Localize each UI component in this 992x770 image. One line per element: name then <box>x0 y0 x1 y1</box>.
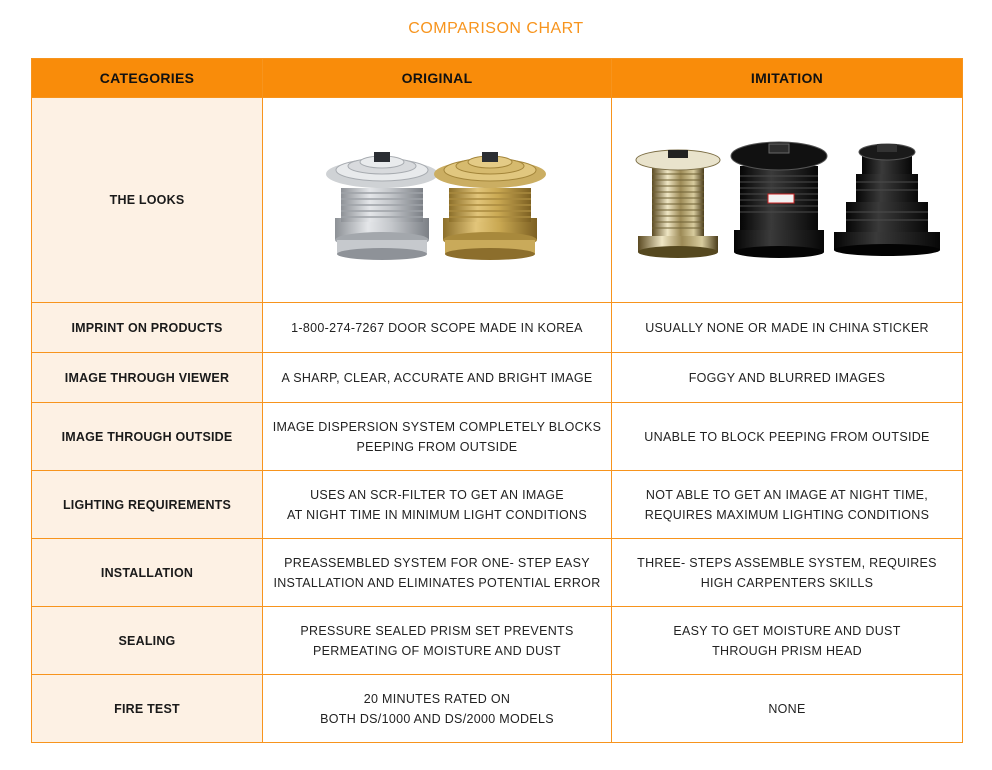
original-text-line: 1-800-274-7267 DOOR SCOPE MADE IN KOREA <box>291 320 583 335</box>
category-cell: THE LOOKS <box>32 98 263 303</box>
original-text-line: USES AN SCR-FILTER TO GET AN IMAGE <box>310 487 564 502</box>
table-row <box>32 675 963 743</box>
table-row <box>32 353 963 403</box>
imitation-cell <box>612 675 963 743</box>
table-row <box>32 403 963 471</box>
category-cell: SEALING <box>32 607 263 675</box>
original-text-line: PRESSURE SEALED PRISM SET PREVENTS <box>300 623 574 638</box>
original-cell <box>263 303 612 353</box>
imitation-text-line: EASY TO GET MOISTURE AND DUST <box>673 623 901 638</box>
imitation-cell <box>612 403 963 471</box>
original-cell <box>263 403 612 471</box>
category-cell: INSTALLATION <box>32 539 263 607</box>
imitation-text-line: HIGH CARPENTERS SKILLS <box>700 575 874 590</box>
header-categories: CATEGORIES <box>32 59 263 98</box>
imitation-text-line: THREE- STEPS ASSEMBLE SYSTEM, REQUIRES <box>637 555 937 570</box>
category-cell: IMAGE THROUGH VIEWER <box>32 353 263 403</box>
imitation-text-line: NOT ABLE TO GET AN IMAGE AT NIGHT TIME, <box>645 487 929 502</box>
table-row <box>32 303 963 353</box>
imitation-cell <box>612 471 963 539</box>
imitation-cell <box>612 539 963 607</box>
black-scope-icon <box>834 144 940 256</box>
table-row <box>32 471 963 539</box>
imitation-text-line: FOGGY AND BLURRED IMAGES <box>688 370 886 385</box>
original-cell <box>263 353 612 403</box>
comparison-table <box>31 58 963 743</box>
page-title: COMPARISON CHART <box>408 20 584 37</box>
imitation-cell <box>612 353 963 403</box>
category-cell: IMAGE THROUGH OUTSIDE <box>32 403 263 471</box>
gold-scope-icon <box>434 152 546 260</box>
original-text-line: AT NIGHT TIME IN MINIMUM LIGHT CONDITIONS <box>286 507 588 522</box>
header-row <box>32 59 963 98</box>
looks-row <box>32 98 963 303</box>
category-cell: FIRE TEST <box>32 675 263 743</box>
header-imitation: IMITATION <box>612 59 963 98</box>
black-scope-sticker-icon <box>731 142 827 258</box>
imitation-cell <box>612 607 963 675</box>
imitation-text-line: UNABLE TO BLOCK PEEPING FROM OUTSIDE <box>644 429 930 444</box>
original-text-line: INSTALLATION AND ELIMINATES POTENTIAL ERROR <box>273 575 601 590</box>
imitation-text-line: NONE <box>768 701 806 716</box>
imitation-image-cell <box>612 98 963 303</box>
table-row <box>32 539 963 607</box>
chrome-scope-icon <box>636 150 720 258</box>
original-cell <box>263 471 612 539</box>
original-cell <box>263 539 612 607</box>
imitation-text-line: THROUGH PRISM HEAD <box>712 643 862 658</box>
header-original: ORIGINAL <box>263 59 612 98</box>
category-cell: LIGHTING REQUIREMENTS <box>32 471 263 539</box>
imitation-text-line: USUALLY NONE OR MADE IN CHINA STICKER <box>645 320 929 335</box>
original-cell <box>263 675 612 743</box>
table-row <box>32 607 963 675</box>
original-cell <box>263 607 612 675</box>
original-text-line: PEEPING FROM OUTSIDE <box>356 439 518 454</box>
original-product-image <box>317 130 557 270</box>
original-text-line: 20 MINUTES RATED ON <box>363 691 511 706</box>
imitation-cell <box>612 303 963 353</box>
original-text-line: BOTH DS/1000 AND DS/2000 MODELS <box>320 711 554 726</box>
category-cell: IMPRINT ON PRODUCTS <box>32 303 263 353</box>
original-text-line: A SHARP, CLEAR, ACCURATE AND BRIGHT IMAGE <box>281 370 593 385</box>
original-text-line: PERMEATING OF MOISTURE AND DUST <box>313 643 561 658</box>
imitation-product-image <box>622 130 952 270</box>
imitation-text-line: REQUIRES MAXIMUM LIGHTING CONDITIONS <box>644 507 930 522</box>
original-image-cell <box>263 98 612 303</box>
original-text-line: IMAGE DISPERSION SYSTEM COMPLETELY BLOCKS <box>272 419 602 434</box>
silver-scope-icon <box>326 152 438 260</box>
original-text-line: PREASSEMBLED SYSTEM FOR ONE- STEP EASY <box>284 555 590 570</box>
